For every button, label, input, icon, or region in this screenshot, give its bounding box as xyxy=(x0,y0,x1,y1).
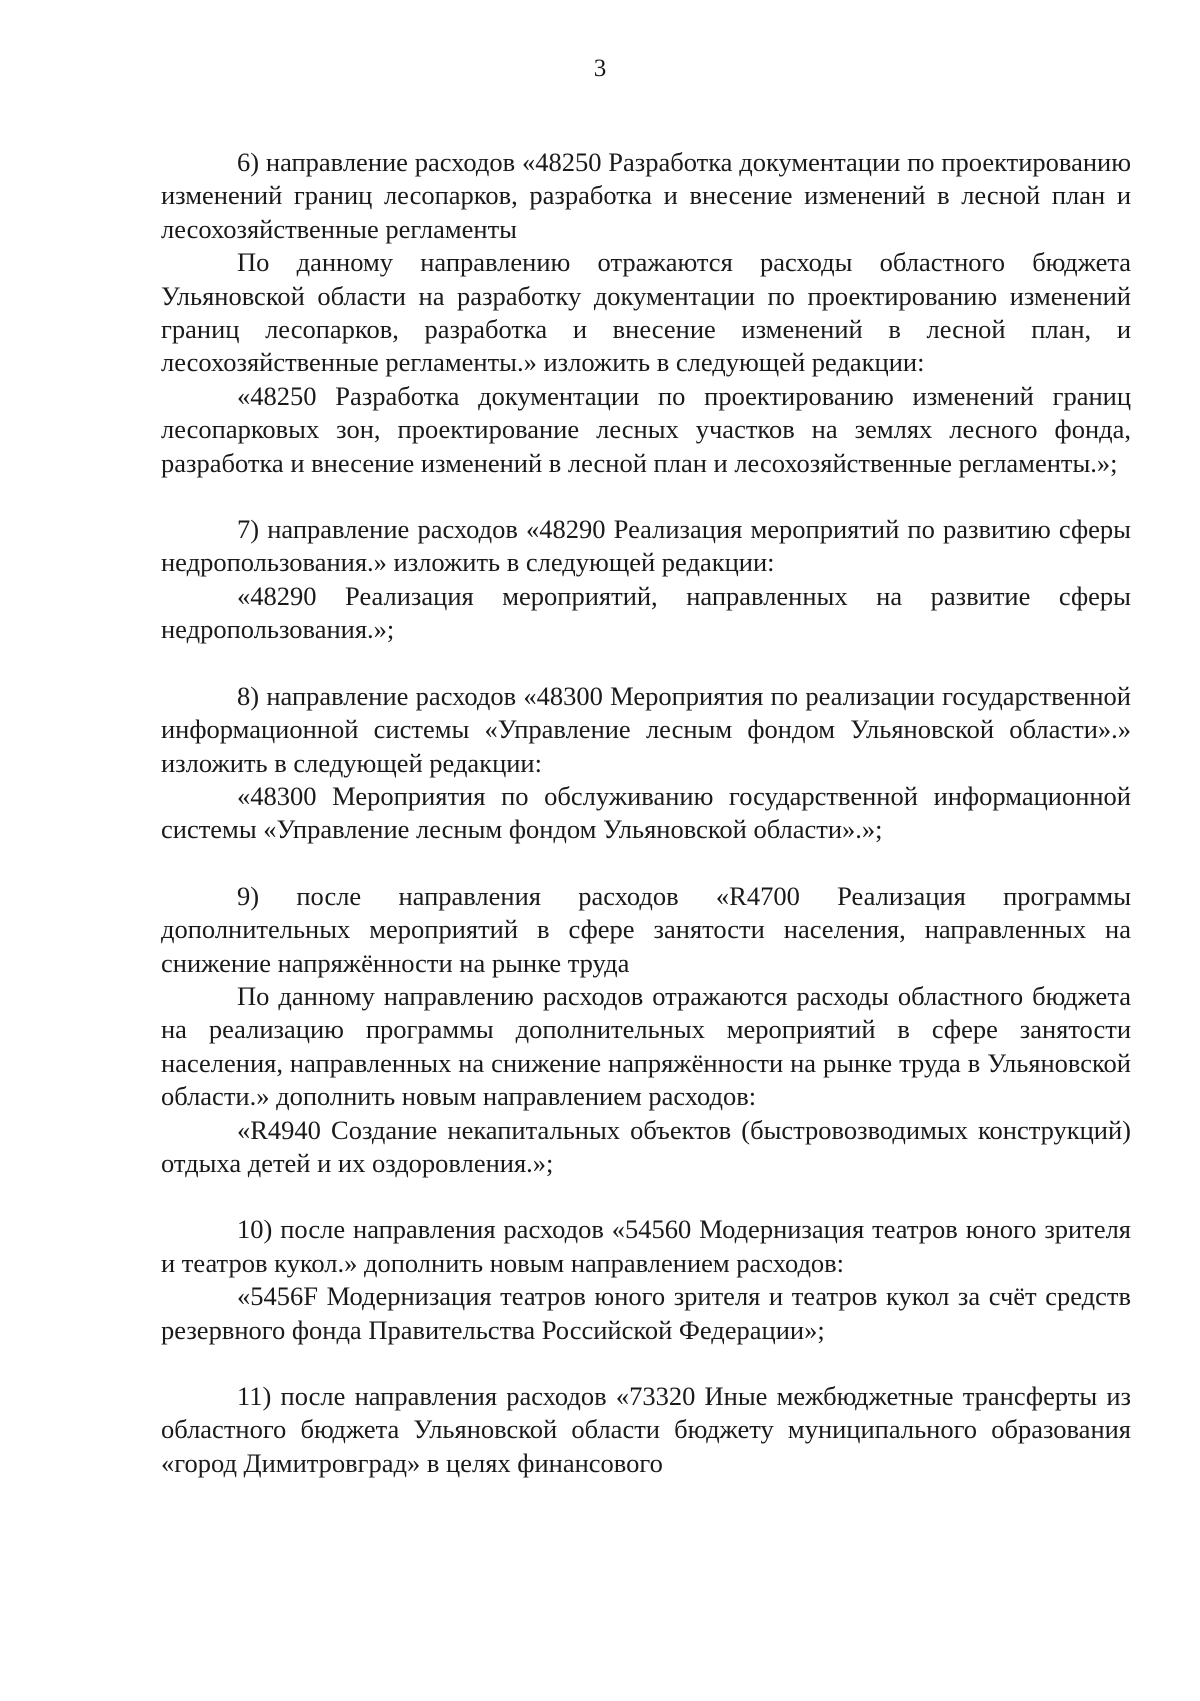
document-body xyxy=(161,146,1131,1480)
paragraph-item-7-new-wording: «48290 Реализация мероприятий, направленных на развитие сферы недропользования.»; xyxy=(161,580,1131,645)
paragraph-item-9-description: По данному направлению расходов отражаются расходы областного бюджета на реализацию программы дополнительных мероприятий в сфере занятости населения, направленных на снижение напряжённости на рынке труда в Ульяновской области.» дополнить новым направлением расходов: xyxy=(161,980,1131,1112)
page-number: 3 xyxy=(593,55,607,82)
paragraph-item-6-description: По данному направлению отражаются расходы областного бюджета Ульяновской области на разработку документации по проектированию изменений границ лесопарков, разработка и внесение изменений в лесной план, и лесохозяйственные регламенты.» изложить в следующей редакции: xyxy=(161,247,1131,378)
paragraph-item-9-heading: 9) после направления расходов «R4700 Реализация программы дополнительных мероприятий в сфере занятости населения, направленных на снижение напряжённости на рынке труда xyxy=(161,880,1131,978)
paragraph-item-8-new-wording: «48300 Мероприятия по обслуживанию государственной информационной системы «Управление лесным фондом Ульяновской области».»; xyxy=(161,780,1131,845)
paragraph-item-10-new-direction: «5456F Модернизация театров юного зрителя и театров кукол за счёт средств резервного фонда Правительства Российской Федерации»; xyxy=(161,1281,1131,1345)
paragraph-item-9-new-direction: «R4940 Создание некапитальных объектов (быстровозводимых конструкций) отдыха детей и их оздоровления.»; xyxy=(161,1114,1131,1178)
paragraph-item-7-heading: 7) направление расходов «48290 Реализация мероприятий по развитию сферы недропользования.» изложить в следующей редакции: xyxy=(161,514,1131,578)
paragraph-item-10-heading: 10) после направления расходов «54560 Модернизация театров юного зрителя и театров кукол.» дополнить новым направлением расходов: xyxy=(161,1214,1131,1278)
paragraph-item-6-new-wording: «48250 Разработка документации по проектированию изменений границ лесопарковых зон, проектирование лесных участков на землях лесного фонда, разработка и внесение изменений в лесной план и лесохозяйственные регламенты.»; xyxy=(161,380,1131,478)
paragraph-item-11-heading: 11) после направления расходов «73320 Иные межбюджетные трансферты из областного бюджета Ульяновской области бюджету муниципального образования «город Димитровград» в целях финансового xyxy=(161,1381,1131,1478)
paragraph-item-8-heading: 8) направление расходов «48300 Мероприятия по реализации государственной информационной системы «Управление лесным фондом Ульяновской области».» изложить в следующей редакции: xyxy=(161,680,1131,778)
paragraph-item-6-heading: 6) направление расходов «48250 Разработка документации по проектированию изменений границ лесопарков, разработка и внесение изменений в лесной план и лесохозяйственные регламенты xyxy=(161,147,1131,244)
